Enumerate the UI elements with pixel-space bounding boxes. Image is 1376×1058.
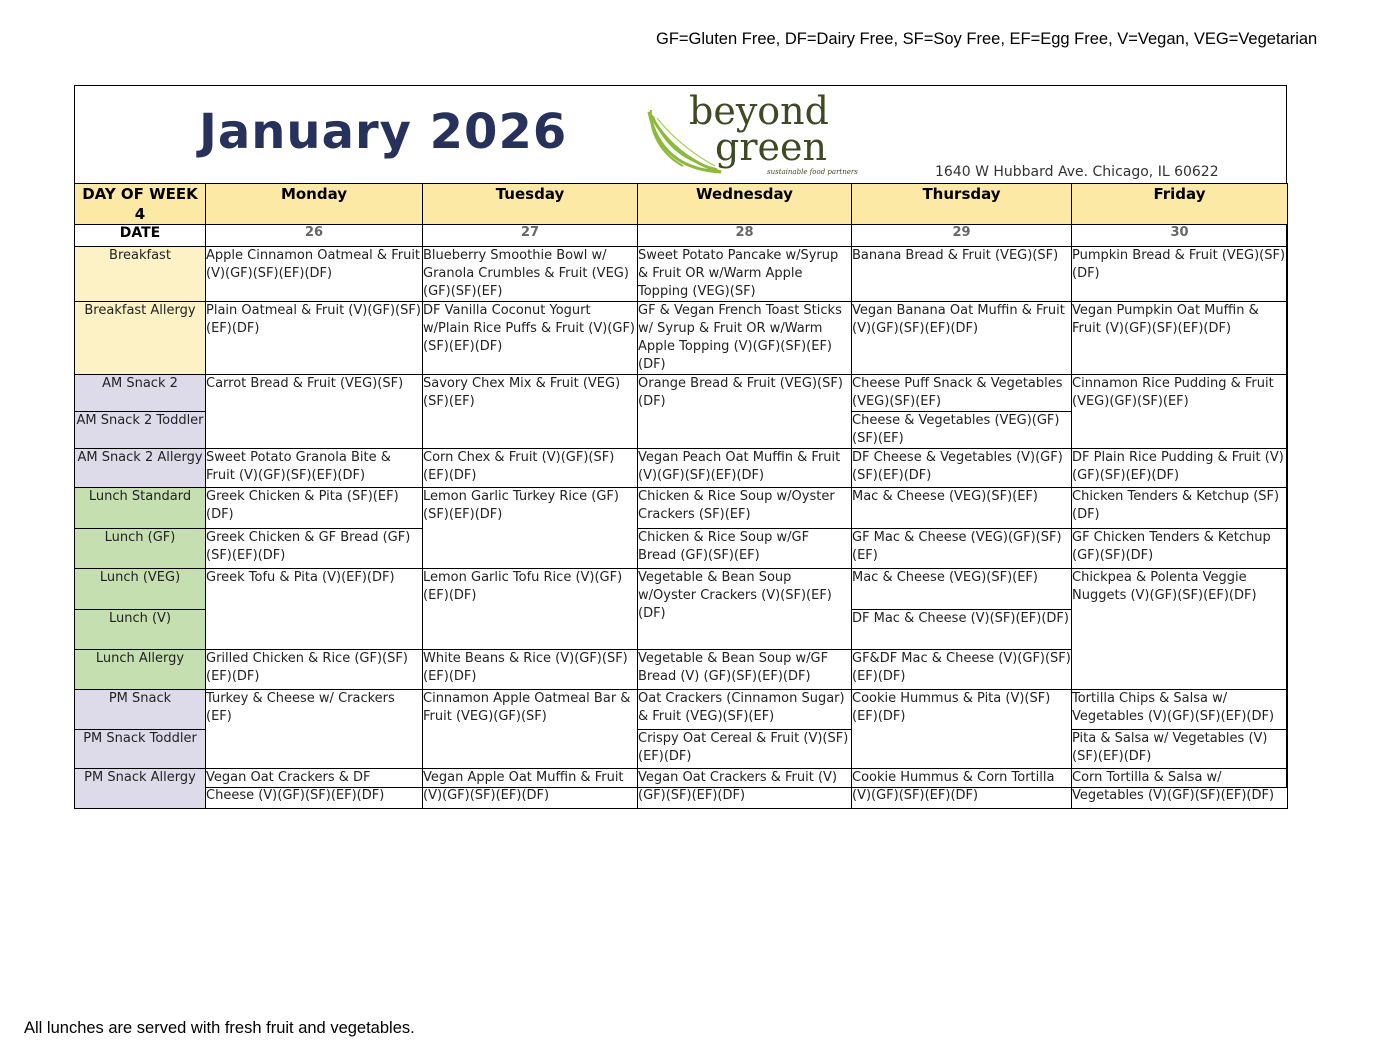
menu-cell: Vegan Banana Oat Muffin & Fruit (V)(GF)(SF)(EF)(DF)	[852, 302, 1072, 375]
day-tuesday: Tuesday	[423, 184, 638, 225]
breakfast-allergy-row	[75, 302, 1288, 375]
menu-cell: Pita & Salsa w/ Vegetables (V)(SF)(EF)(DF)	[1072, 730, 1288, 769]
menu-cell: Greek Chicken & GF Bread (GF)(SF)(EF)(DF)	[206, 529, 423, 569]
menu-cell: Blueberry Smoothie Bowl w/ Granola Crumbles & Fruit (VEG)(GF)(SF)(EF)	[423, 247, 638, 302]
menu-cell: Cinnamon Rice Pudding & Fruit (VEG)(GF)(SF)(EF)	[1072, 375, 1288, 449]
row-label-am-snack-toddler: AM Snack 2 Toddler	[75, 412, 206, 449]
menu-cell: DF Cheese & Vegetables (V)(GF)(SF)(EF)(DF)	[852, 449, 1072, 488]
menu-cell: Vegan Apple Oat Muffin & Fruit (V)(GF)(SF)(EF)(DF)	[423, 769, 638, 809]
date-label: DATE	[75, 225, 206, 247]
menu-cell: White Beans & Rice (V)(GF)(SF)(EF)(DF)	[423, 650, 638, 690]
menu-cell: Cookie Hummus & Corn Tortilla (V)(GF)(SF)(EF)(DF)	[852, 769, 1072, 809]
date-wednesday: 28	[638, 225, 852, 247]
lunch-gf-row	[75, 529, 1288, 569]
week-label: DAY OF WEEK 4	[75, 184, 206, 225]
row-label-pm-snack-toddler: PM Snack Toddler	[75, 730, 206, 769]
row-label-lunch-gf: Lunch (GF)	[75, 529, 206, 569]
date-friday: 30	[1072, 225, 1288, 247]
menu-cell: Mac & Cheese (VEG)(SF)(EF)	[852, 488, 1072, 529]
month-title: January 2026	[199, 104, 568, 160]
menu-cell: Grilled Chicken & Rice (GF)(SF)(EF)(DF)	[206, 650, 423, 690]
menu-cell: Vegan Peach Oat Muffin & Fruit (V)(GF)(SF)(EF)(DF)	[638, 449, 852, 488]
row-label-pm-snack: PM Snack	[75, 690, 206, 730]
menu-cell: Chicken & Rice Soup w/Oyster Crackers (SF)(EF)	[638, 488, 852, 529]
date-thursday: 29	[852, 225, 1072, 247]
day-friday: Friday	[1072, 184, 1288, 225]
date-monday: 26	[206, 225, 423, 247]
row-label-lunch-veg: Lunch (VEG)	[75, 569, 206, 610]
row-label-pm-snack-allergy: PM Snack Allergy	[75, 769, 206, 809]
menu-table	[74, 183, 1288, 809]
day-monday: Monday	[206, 184, 423, 225]
row-label-am-snack: AM Snack 2	[75, 375, 206, 412]
breakfast-row	[75, 247, 1288, 302]
menu-cell: Vegan Oat Crackers & DF Cheese (V)(GF)(SF)(EF)(DF)	[206, 769, 423, 809]
menu-cell: Vegan Pumpkin Oat Muffin & Fruit (V)(GF)(SF)(EF)(DF)	[1072, 302, 1288, 375]
day-wednesday: Wednesday	[638, 184, 852, 225]
menu-header	[75, 86, 1286, 184]
menu-cell: Lemon Garlic Tofu Rice (V)(GF)(EF)(DF)	[423, 569, 638, 650]
logo-word-beyond: beyond	[689, 89, 829, 133]
menu-cell: GF Chicken Tenders & Ketchup (GF)(SF)(DF)	[1072, 529, 1288, 569]
menu-cell: Sweet Potato Pancake w/Syrup & Fruit OR w/Warm Apple Topping (VEG)(SF)	[638, 247, 852, 302]
menu-cell: Turkey & Cheese w/ Crackers (EF)	[206, 690, 423, 769]
menu-cell: GF Mac & Cheese (VEG)(GF)(SF)(EF)	[852, 529, 1072, 569]
logo-tagline: sustainable food partners	[767, 168, 858, 176]
menu-cell: Cheese Puff Snack & Vegetables (VEG)(SF)(EF)	[852, 375, 1072, 412]
menu-cell: Apple Cinnamon Oatmeal & Fruit (V)(GF)(SF)(EF)(DF)	[206, 247, 423, 302]
pm-snack-row	[75, 690, 1288, 730]
dietary-legend: GF=Gluten Free, DF=Dairy Free, SF=Soy Free, EF=Egg Free, V=Vegan, VEG=Vegetarian	[656, 30, 1318, 48]
beyond-green-logo	[643, 89, 858, 178]
address: 1640 W Hubbard Ave. Chicago, IL 60622	[935, 164, 1219, 180]
day-header-row	[75, 184, 1288, 225]
menu-cell: Vegetable & Bean Soup w/GF Bread (V) (GF)(SF)(EF)(DF)	[638, 650, 852, 690]
menu-cell: GF&DF Mac & Cheese (V)(GF)(SF)(EF)(DF)	[852, 650, 1072, 690]
menu-cell: Mac & Cheese (VEG)(SF)(EF)	[852, 569, 1072, 610]
menu-cell: Carrot Bread & Fruit (VEG)(SF)	[206, 375, 423, 449]
menu-cell: Greek Chicken & Pita (SF)(EF)(DF)	[206, 488, 423, 529]
menu-cell: Banana Bread & Fruit (VEG)(SF)	[852, 247, 1072, 302]
row-label-breakfast-allergy: Breakfast Allergy	[75, 302, 206, 375]
menu-cell: Vegan Oat Crackers & Fruit (V)(GF)(SF)(EF)(DF)	[638, 769, 852, 809]
menu-cell: Cinnamon Apple Oatmeal Bar & Fruit (VEG)(GF)(SF)	[423, 690, 638, 769]
menu-cell: Tortilla Chips & Salsa w/ Vegetables (V)(GF)(SF)(EF)(DF)	[1072, 690, 1288, 730]
date-tuesday: 27	[423, 225, 638, 247]
menu-cell: Corn Tortilla & Salsa w/ Vegetables (V)(GF)(SF)(EF)(DF)	[1072, 769, 1288, 809]
date-row	[75, 225, 1288, 247]
lunch-veg-row	[75, 569, 1288, 610]
menu-cell: Cookie Hummus & Pita (V)(SF)(EF)(DF)	[852, 690, 1072, 769]
menu-cell: DF Plain Rice Pudding & Fruit (V)(GF)(SF)(EF)(DF)	[1072, 449, 1288, 488]
menu-cell: DF Mac & Cheese (V)(SF)(EF)(DF)	[852, 610, 1072, 650]
menu-cell: Lemon Garlic Turkey Rice (GF)(SF)(EF)(DF)	[423, 488, 638, 569]
menu-cell: Chickpea & Polenta Veggie Nuggets (V)(GF)(SF)(EF)(DF)	[1072, 569, 1288, 690]
am-snack-allergy-row	[75, 449, 1288, 488]
menu-cell: Chicken & Rice Soup w/GF Bread (GF)(SF)(EF)	[638, 529, 852, 569]
day-thursday: Thursday	[852, 184, 1072, 225]
lunch-standard-row	[75, 488, 1288, 529]
menu-cell: Crispy Oat Cereal & Fruit (V)(SF)(EF)(DF)	[638, 730, 852, 769]
menu-cell: Vegetable & Bean Soup w/Oyster Crackers (V)(SF)(EF)(DF)	[638, 569, 852, 650]
menu-cell: Oat Crackers (Cinnamon Sugar) & Fruit (VEG)(SF)(EF)	[638, 690, 852, 730]
menu-cell: Sweet Potato Granola Bite & Fruit (V)(GF)(SF)(EF)(DF)	[206, 449, 423, 488]
row-label-breakfast: Breakfast	[75, 247, 206, 302]
menu-cell: Plain Oatmeal & Fruit (V)(GF)(SF)(EF)(DF)	[206, 302, 423, 375]
row-label-lunch-standard: Lunch Standard	[75, 488, 206, 529]
menu-cell: Corn Chex & Fruit (V)(GF)(SF)(EF)(DF)	[423, 449, 638, 488]
row-label-lunch-v: Lunch (V)	[75, 610, 206, 650]
menu-cell: Greek Tofu & Pita (V)(EF)(DF)	[206, 569, 423, 650]
lunch-footnote: All lunches are served with fresh fruit and vegetables.	[24, 1019, 415, 1037]
menu-cell: Chicken Tenders & Ketchup (SF)(DF)	[1072, 488, 1288, 529]
menu-cell: Cheese & Vegetables (VEG)(GF)(SF)(EF)	[852, 412, 1072, 449]
menu-cell: Orange Bread & Fruit (VEG)(SF)(DF)	[638, 375, 852, 449]
logo-word-green: green	[715, 125, 827, 169]
menu-cell: GF & Vegan French Toast Sticks w/ Syrup & Fruit OR w/Warm Apple Topping (V)(GF)(SF)(EF)(DF)	[638, 302, 852, 375]
menu-cell: Pumpkin Bread & Fruit (VEG)(SF)(DF)	[1072, 247, 1288, 302]
pm-snack-allergy-row	[75, 769, 1288, 809]
am-snack-row	[75, 375, 1288, 412]
menu-sheet	[74, 85, 1287, 803]
menu-cell: DF Vanilla Coconut Yogurt w/Plain Rice Puffs & Fruit (V)(GF)(SF)(EF)(DF)	[423, 302, 638, 375]
menu-cell: Savory Chex Mix & Fruit (VEG)(SF)(EF)	[423, 375, 638, 449]
row-label-am-snack-allergy: AM Snack 2 Allergy	[75, 449, 206, 488]
row-label-lunch-allergy: Lunch Allergy	[75, 650, 206, 690]
